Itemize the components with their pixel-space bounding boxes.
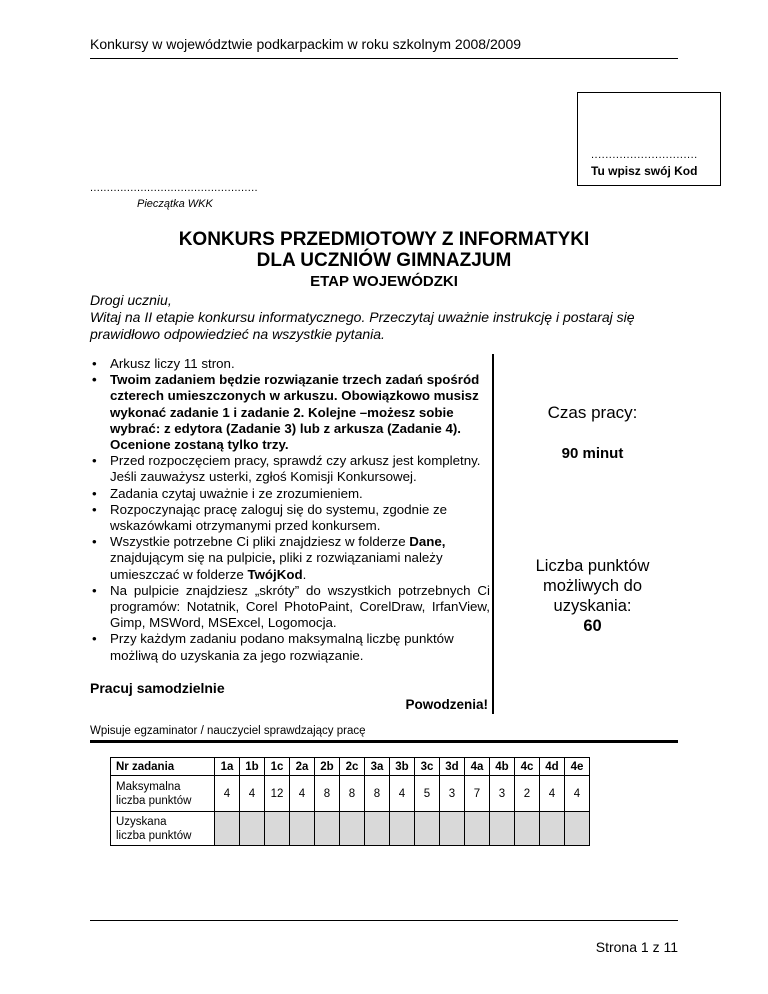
bullet-icon: • <box>92 485 97 501</box>
obtained-points-cell[interactable] <box>565 812 590 846</box>
max-points-cell: 4 <box>240 776 265 812</box>
task-header: 4e <box>565 758 590 776</box>
bullet-icon: • <box>92 501 97 517</box>
greeting-line-1: Drogi uczniu, <box>90 292 172 308</box>
task-header: 4c <box>515 758 540 776</box>
page-number: Strona 1 z 11 <box>595 939 678 955</box>
thick-divider <box>90 740 678 743</box>
code-box[interactable] <box>577 92 721 186</box>
max-points-cell: 4 <box>540 776 565 812</box>
obtained-points-cell[interactable] <box>340 812 365 846</box>
obtained-points-cell[interactable] <box>515 812 540 846</box>
bullet-icon: • <box>92 453 97 469</box>
instructions-list <box>92 356 490 664</box>
score-table <box>110 757 590 846</box>
points-info <box>505 556 680 636</box>
czas-value: 90 minut <box>561 445 624 462</box>
task-header: 1b <box>240 758 265 776</box>
max-points-cell: 8 <box>365 776 390 812</box>
points-value: 60 <box>583 617 602 635</box>
row-label-max: Maksymalna liczba punktów <box>111 776 215 812</box>
task-header: 3c <box>415 758 440 776</box>
header-divider <box>90 58 678 59</box>
max-points-cell: 4 <box>215 776 240 812</box>
obtained-points-cell[interactable] <box>215 812 240 846</box>
obtained-points-cell[interactable] <box>540 812 565 846</box>
max-points-cell: 5 <box>415 776 440 812</box>
task-header: 4d <box>540 758 565 776</box>
code-dots: .............................. <box>591 149 698 161</box>
obtained-points-cell[interactable] <box>265 812 290 846</box>
obtained-points-cell[interactable] <box>290 812 315 846</box>
max-points-cell: 2 <box>515 776 540 812</box>
greeting <box>90 292 680 343</box>
obtained-points-cell[interactable] <box>365 812 390 846</box>
task-header: 4b <box>490 758 515 776</box>
task-header: 1a <box>215 758 240 776</box>
max-points-cell: 8 <box>340 776 365 812</box>
title-line-1: KONKURS PRZEDMIOTOWY Z INFORMATYKI <box>178 229 590 250</box>
stamp-label: Pieczątka WKK <box>137 198 213 210</box>
max-points-cell: 7 <box>465 776 490 812</box>
table-row <box>111 758 590 776</box>
list-item: • Na pulpicie znajdziesz „skróty” do wszystkich potrzebnych Ci programów: Notatnik, Corel PhotoPaint, CorelDraw, IrfanView, Gimp, MSWord, MSExcel, Logomocja. <box>92 582 490 631</box>
points-label-2: możliwych do <box>542 577 643 595</box>
obtained-points-cell[interactable] <box>415 812 440 846</box>
stamp-dots: .................................................. <box>90 182 258 194</box>
work-alone-text: Pracuj samodzielnie <box>90 680 225 696</box>
obtained-points-cell[interactable] <box>240 812 265 846</box>
examiner-note: Wpisuje egzaminator / nauczyciel sprawdzający pracę <box>90 725 366 737</box>
table-row <box>111 812 590 846</box>
task-header: 2c <box>340 758 365 776</box>
list-item: • Rozpoczynając pracę zaloguj się do systemu, zgodnie ze wskazówkami otrzymanymi przed konkursem. <box>92 501 448 534</box>
vertical-divider <box>492 354 494 714</box>
bullet-icon: • <box>92 356 97 371</box>
max-points-cell: 3 <box>490 776 515 812</box>
max-points-cell: 4 <box>390 776 415 812</box>
bullet-icon: • <box>92 582 97 598</box>
list-item: • Arkusz liczy 11 stron. <box>92 356 235 371</box>
max-points-cell: 4 <box>290 776 315 812</box>
good-luck-text: Powodzenia! <box>405 697 488 712</box>
code-label: Tu wpisz swój Kod <box>591 164 698 178</box>
list-item: • Przed rozpoczęciem pracy, sprawdź czy arkusz jest kompletny. Jeśli zauważysz usterki, zgłoś Komisji Konkursowej. <box>92 453 481 485</box>
bullet-icon: • <box>92 534 97 550</box>
obtained-points-cell[interactable] <box>440 812 465 846</box>
obtained-points-cell[interactable] <box>465 812 490 846</box>
title-line-3: ETAP WOJEWÓDZKI <box>310 273 458 290</box>
list-item: • Przy każdym zadaniu podano maksymalną liczbę punktów możliwą do uzyskania za jego rozwiązanie. <box>92 631 454 663</box>
page-header: Konkursy w województwie podkarpackim w roku szkolnym 2008/2009 <box>90 36 522 52</box>
row-label-obtained: Uzyskana liczba punktów <box>111 812 215 846</box>
points-label-3: uzyskania: <box>553 597 632 615</box>
max-points-cell: 12 <box>265 776 290 812</box>
task-header: 4a <box>465 758 490 776</box>
obtained-points-cell[interactable] <box>315 812 340 846</box>
czas-label: Czas pracy: <box>547 403 638 422</box>
footer-divider <box>90 920 678 921</box>
greeting-line-2: Witaj na II etapie konkursu informatycznego. Przeczytaj uważnie instrukcję i postaraj się prawidłowo odpowiedzieć na wszystkie pytania. <box>90 309 635 342</box>
row-label-task: Nr zadania <box>111 758 215 776</box>
obtained-points-cell[interactable] <box>390 812 415 846</box>
task-header: 3d <box>440 758 465 776</box>
task-header: 1c <box>265 758 290 776</box>
points-label-1: Liczba punktów <box>535 557 650 575</box>
task-header: 3a <box>365 758 390 776</box>
list-item: • Zadania czytaj uważnie i ze zrozumieniem. <box>92 485 363 501</box>
list-item: • Twoim zadaniem będzie rozwiązanie trzech zadań spośród czterech umieszczonych w arkuszu. Obowiązkowo musisz wykonać zadanie 1 i zadanie 2. Kolejne –możesz sobie wybrać: z edytora (Zadanie 3) lub z arkusza (Zadanie 4). Ocenione zostaną tylko trzy. <box>92 372 480 453</box>
task-header: 3b <box>390 758 415 776</box>
bullet-icon: • <box>92 372 97 388</box>
bullet-icon: • <box>92 631 97 647</box>
title-line-2: DLA UCZNIÓW GIMNAZJUM <box>256 250 512 271</box>
max-points-cell: 3 <box>440 776 465 812</box>
obtained-points-cell[interactable] <box>490 812 515 846</box>
list-item: • Wszystkie potrzebne Ci pliki znajdziesz w folderze Dane, znajdującym się na pulpicie, pliki z rozwiązaniami należy umieszczać w folderze TwójKod. <box>92 534 446 582</box>
table-row <box>111 776 590 812</box>
task-header: 2b <box>315 758 340 776</box>
task-header: 2a <box>290 758 315 776</box>
max-points-cell: 4 <box>565 776 590 812</box>
max-points-cell: 8 <box>315 776 340 812</box>
